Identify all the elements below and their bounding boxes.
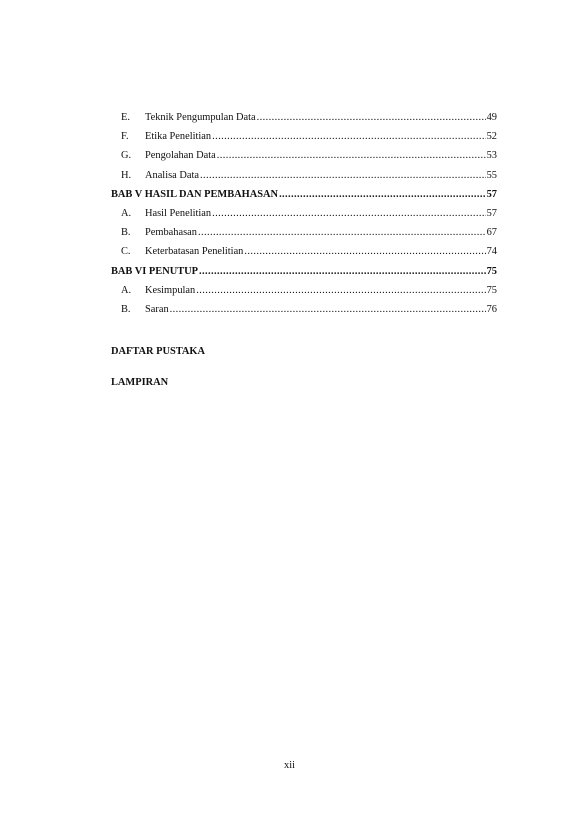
toc-entry-page: 49 xyxy=(486,112,497,123)
page-number: xii xyxy=(284,760,295,771)
toc-chapter-page: 75 xyxy=(486,265,497,277)
toc-entry-letter: B. xyxy=(121,227,131,239)
toc-entry[interactable] xyxy=(111,242,497,261)
toc-entry-title: Keterbatasan Penelitian xyxy=(145,246,244,258)
toc-entry-page: 67 xyxy=(486,227,497,239)
dot-leader xyxy=(279,185,486,204)
toc-entry-letter: A. xyxy=(121,207,132,219)
toc-entry-page: 75 xyxy=(486,284,497,296)
toc-entry[interactable] xyxy=(111,108,497,127)
toc-entry-title: Pengolahan Data xyxy=(145,150,216,162)
toc-entry-page: 76 xyxy=(486,303,497,315)
daftar-pustaka-heading[interactable]: DAFTAR PUSTAKA xyxy=(111,346,205,357)
toc-entry-letter: E. xyxy=(121,112,130,123)
toc-entry-page: 52 xyxy=(486,131,497,143)
toc-entry-letter: H. xyxy=(121,169,132,181)
dot-leader xyxy=(212,127,486,146)
toc-entry-title: Teknik Pengumpulan Data xyxy=(145,112,256,123)
toc-entry-title: Saran xyxy=(145,303,169,315)
toc-entry[interactable] xyxy=(111,146,497,165)
dot-leader xyxy=(199,262,486,281)
toc-entry[interactable] xyxy=(111,223,497,242)
toc-entry-title: Analisa Data xyxy=(145,169,199,181)
toc-entry-title: Etika Penelitian xyxy=(145,131,212,143)
dot-leader xyxy=(170,300,486,319)
dot-leader xyxy=(198,223,486,242)
toc-entry-page: 57 xyxy=(486,207,497,219)
toc-chapter-title: BAB VI PENUTUP xyxy=(111,265,198,277)
toc-chapter-page: 57 xyxy=(486,188,497,200)
toc-entry-letter: G. xyxy=(121,150,132,162)
toc-entry[interactable] xyxy=(111,166,497,185)
toc-entry-title: Hasil Penelitian xyxy=(145,207,212,219)
toc-entry[interactable] xyxy=(111,300,497,319)
toc-entry-letter: B. xyxy=(121,303,131,315)
toc-chapter-entry[interactable] xyxy=(111,262,497,281)
toc-entry-title: Pembahasan xyxy=(145,227,197,239)
table-of-contents xyxy=(111,108,497,319)
toc-entry-letter: A. xyxy=(121,284,132,296)
dot-leader xyxy=(212,204,486,223)
toc-entry-page: 53 xyxy=(486,150,497,162)
toc-entry-letter: C. xyxy=(121,246,131,258)
dot-leader xyxy=(200,166,486,185)
toc-chapter-entry[interactable] xyxy=(111,185,497,204)
toc-entry-letter: F. xyxy=(121,131,129,143)
lampiran-heading[interactable]: LAMPIRAN xyxy=(111,377,169,388)
toc-entry-page: 74 xyxy=(486,246,497,258)
dot-leader xyxy=(196,281,485,300)
toc-entry-title: Kesimpulan xyxy=(145,284,196,296)
toc-entry[interactable] xyxy=(111,127,497,146)
dot-leader xyxy=(244,242,485,261)
toc-chapter-title: BAB V HASIL DAN PEMBAHASAN xyxy=(111,188,279,200)
dot-leader xyxy=(217,146,486,165)
dot-leader xyxy=(257,108,486,127)
toc-entry-page: 55 xyxy=(486,169,497,181)
toc-entry[interactable] xyxy=(111,281,497,300)
toc-entry[interactable] xyxy=(111,204,497,223)
